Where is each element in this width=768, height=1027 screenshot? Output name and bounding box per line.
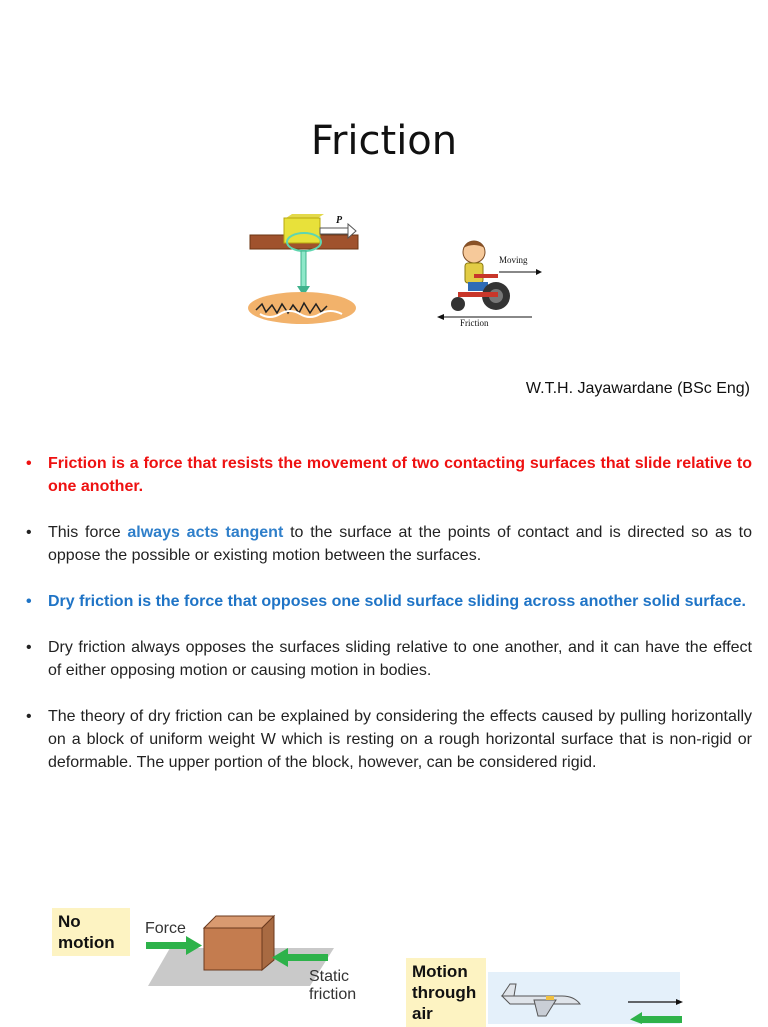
box-front — [204, 928, 262, 970]
bullet-marker: • — [26, 708, 32, 725]
block — [284, 218, 320, 243]
moving-label: Moving — [499, 255, 528, 265]
trike-frame — [458, 292, 498, 297]
bullet-text-after: to the surface at the points of contact and is directed so as to oppose the possible or existing motion between the surfaces. — [48, 524, 752, 564]
bullet-highlight: always acts tangent — [127, 524, 284, 541]
friction-arrow-head — [437, 314, 444, 320]
bullet-text: Dry friction is the force that opposes one solid surface sliding across another solid surface. — [48, 593, 746, 610]
bullet-item — [26, 590, 752, 613]
bullet-item — [26, 521, 752, 567]
force-text: Force — [145, 920, 186, 937]
kid-shirt — [465, 263, 483, 283]
author-credit: W.T.H. Jayawardane (BSc Eng) — [525, 380, 750, 397]
rear-wheel — [451, 297, 465, 311]
bullet-text: Dry friction always opposes the surfaces sliding relative to one another, and it can have the effect of either opposing motion or causing motion in bodies. — [48, 639, 752, 679]
bullet-text-before: This force — [48, 524, 128, 541]
bullet-item — [26, 636, 752, 682]
hero-illustration — [212, 212, 557, 332]
friction-label: Friction — [460, 318, 489, 328]
block-top — [286, 214, 324, 218]
handlebar — [474, 274, 498, 278]
bullet-text: Friction is a force that resists the movement of two contacting surfaces that slide relative to one another. — [48, 455, 752, 495]
force-label: P — [336, 215, 343, 226]
force-arrow — [320, 228, 348, 234]
no-motion-label: No motion — [52, 908, 130, 956]
motion-air-illustration — [406, 958, 686, 1024]
bullet-marker: • — [26, 639, 32, 656]
bullet-marker: • — [26, 455, 32, 472]
bullet-item — [26, 452, 752, 498]
magnifier-stem — [301, 251, 306, 289]
force-arrow-green — [146, 942, 186, 949]
page-title: Friction — [310, 118, 458, 164]
bullet-item — [26, 705, 752, 774]
air-drag-arrow — [642, 1016, 682, 1023]
bullet-marker: • — [26, 593, 32, 610]
plane-window — [546, 996, 554, 1000]
static-friction-text: Static friction — [309, 968, 357, 1003]
motion-air-label: Motion through air — [406, 958, 486, 1027]
bullet-marker: • — [26, 524, 32, 541]
moving-arrow-head — [536, 269, 542, 275]
hero-figure — [212, 212, 557, 337]
bullet-text — [48, 521, 752, 567]
bullet-list — [26, 452, 752, 797]
static-friction-arrow — [288, 954, 328, 961]
bullet-text: The theory of dry friction can be explained by considering the effects caused by pulling horizontally on a block of uniform weight W which is resting on a rough horizontal surface that is non-rigid or deformable. The upper portion of the block, however, can be considered rigid. — [48, 708, 752, 771]
